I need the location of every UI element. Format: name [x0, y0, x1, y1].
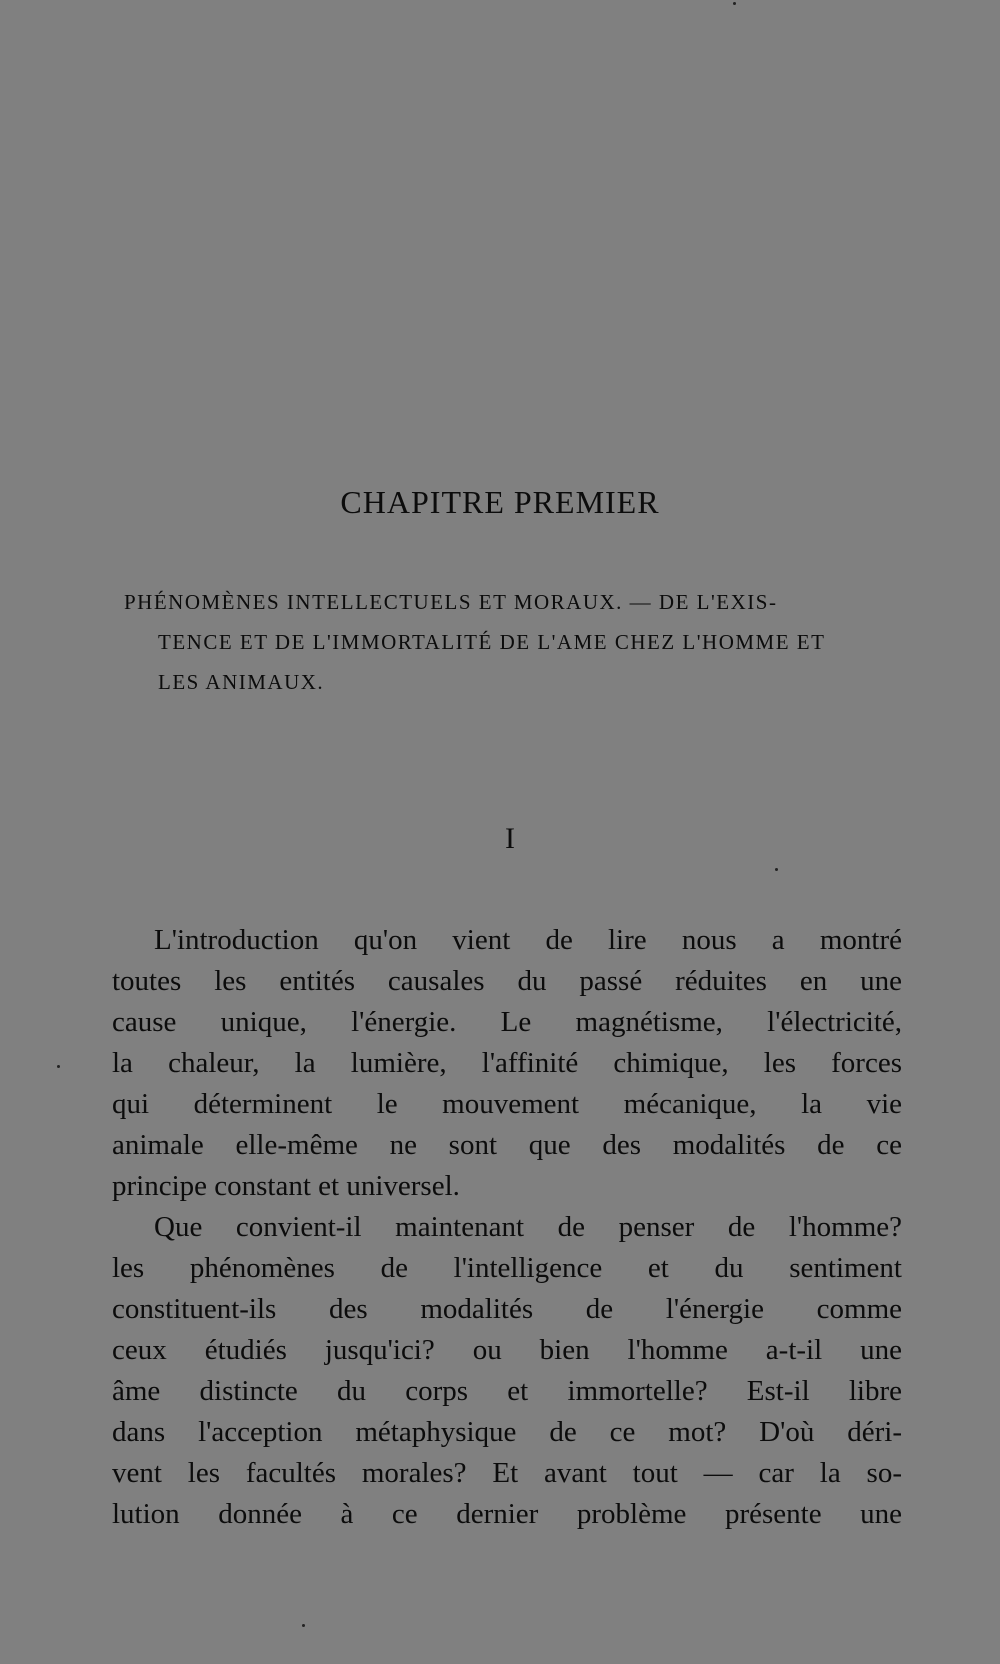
paragraph-line: vent les facultés morales? Et avant tout — car la so-	[112, 1457, 902, 1489]
summary-line: TENCE ET DE L'IMMORTALITÉ DE L'AME CHEZ L'HOMME ET	[158, 630, 826, 654]
scan-speck	[775, 868, 778, 871]
paragraph-line: animale elle-même ne sont que des modalités de ce	[112, 1129, 902, 1161]
paragraph-line: L'introduction qu'on vient de lire nous a montré	[154, 924, 902, 956]
scan-speck	[57, 1065, 60, 1068]
paragraph-line: cause unique, l'énergie. Le magnétisme, l'électricité,	[112, 1006, 902, 1038]
paragraph-line: âme distincte du corps et immortelle? Est-il libre	[112, 1375, 902, 1407]
body-text	[112, 920, 902, 1535]
scan-speck	[302, 1624, 305, 1627]
section-number: I	[505, 822, 515, 855]
chapter-summary	[124, 582, 904, 702]
paragraph-line: dans l'acception métaphysique de ce mot? D'où déri-	[112, 1416, 902, 1448]
paragraph-line: qui déterminent le mouvement mécanique, la vie	[112, 1088, 902, 1120]
paragraph-line: Que convient-il maintenant de penser de l'homme?	[154, 1211, 902, 1243]
paragraph-line: lution donnée à ce dernier problème présente une	[112, 1498, 902, 1530]
chapter-title: CHAPITRE PREMIER	[340, 484, 660, 520]
paragraph-line: constituent-ils des modalités de l'énergie comme	[112, 1293, 902, 1325]
summary-line: LES ANIMAUX.	[158, 670, 325, 694]
paragraph-line: les phénomènes de l'intelligence et du sentiment	[112, 1252, 902, 1284]
scan-speck	[733, 2, 736, 5]
paragraph-line: la chaleur, la lumière, l'affinité chimique, les forces	[112, 1047, 902, 1079]
paragraph-line: toutes les entités causales du passé réduites en une	[112, 965, 902, 997]
summary-line: PHÉNOMÈNES INTELLECTUELS ET MORAUX. — DE L'EXIS-	[124, 590, 778, 614]
paragraph-line: ceux étudiés jusqu'ici? ou bien l'homme a-t-il une	[112, 1334, 902, 1366]
paragraph-line: principe constant et universel.	[112, 1170, 460, 1202]
